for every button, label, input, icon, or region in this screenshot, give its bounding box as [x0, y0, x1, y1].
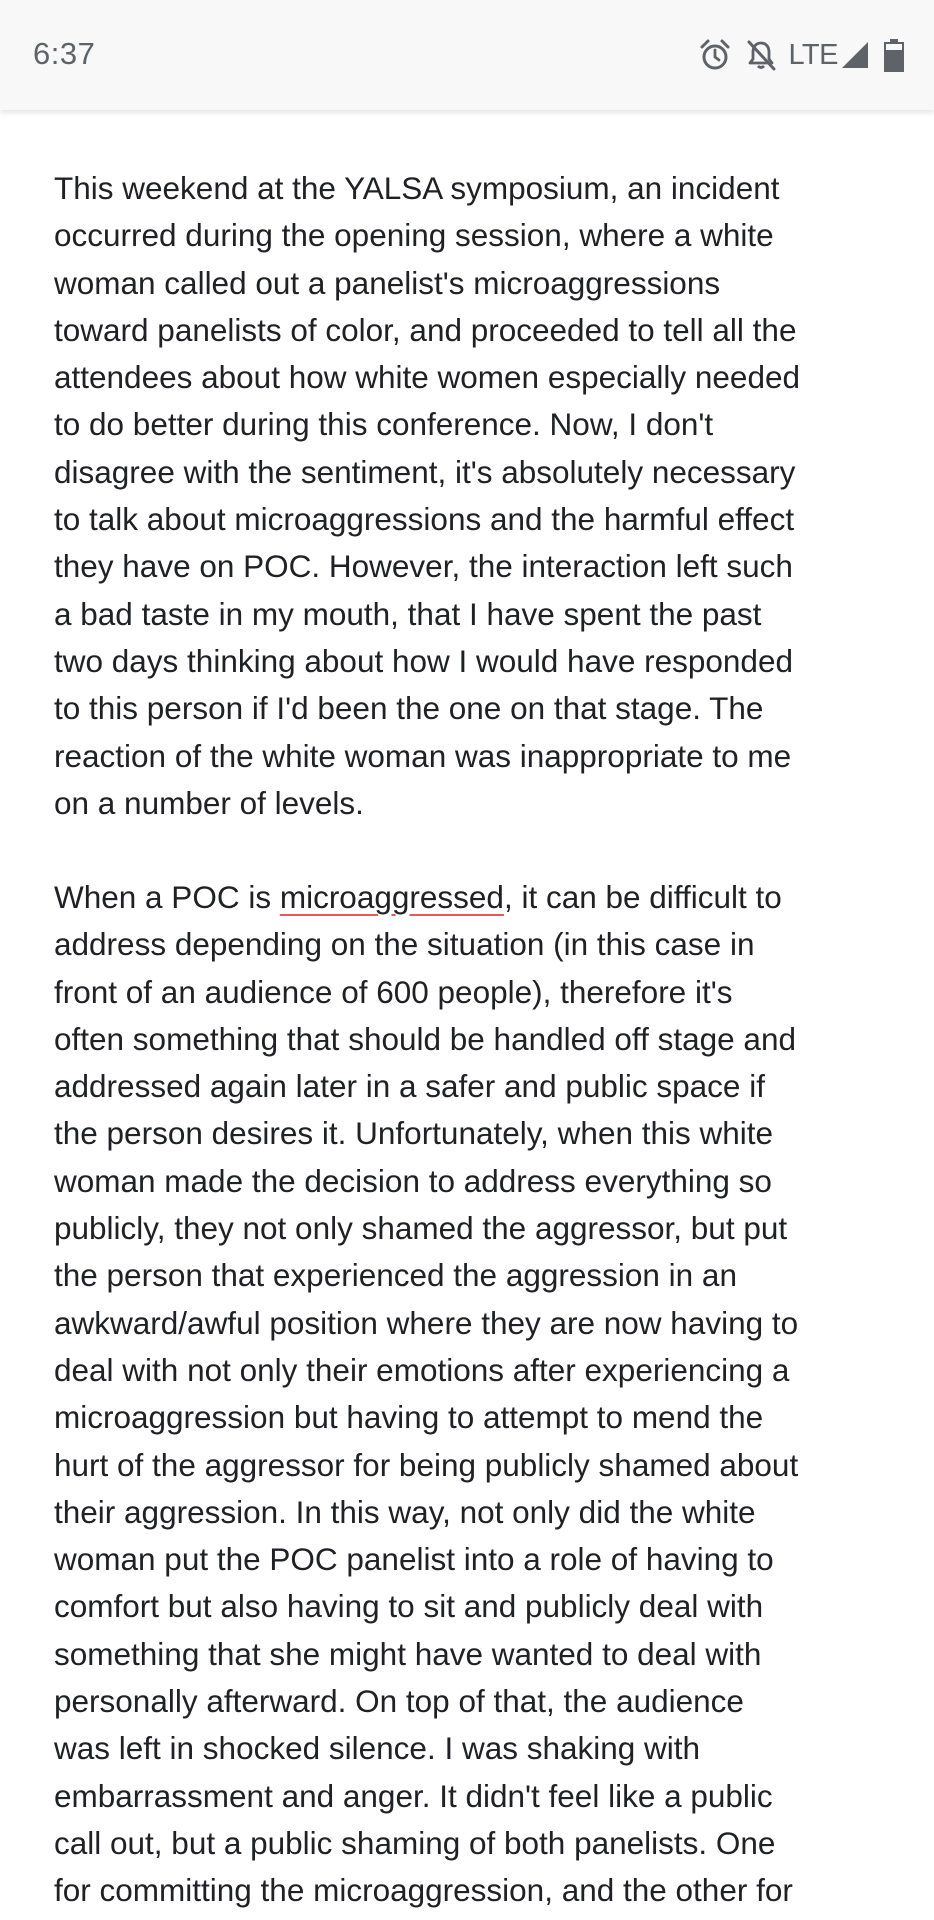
status-time: 6:37: [33, 36, 96, 71]
notifications-off-icon: [744, 38, 778, 72]
signal-icon: [840, 40, 870, 70]
network-type-label: LTE: [788, 38, 838, 71]
battery-icon: [884, 38, 904, 72]
paragraph-2-rest: , it can be difficult to address depending on the situation (in this case in front of an audience of 600 people), therefore it's often something that should be handled off stage and addressed again later in a safer and public space if the person desires it. Unfortunately, when this white woman made the decision to address everything so publicly, they not only shamed the aggressor, but put the person that experienced the aggression in an awkward/awful position where they are now having to deal with not only their emotions after experiencing a microaggression but having to attempt to mend the hurt of the aggressor for being publicly shamed about their aggression. In this way, not only did the white woman put the POC panelist into a role of having to comfort but also having to sit and publicly deal with something that she might have wanted to deal with personally afterward. On top of that, the audience was left in shocked silence. I was shaking with embarrassment and anger. It didn't feel like a public call out, but a public shaming of both panelists. One for committing the microaggression, and the other for: [54, 879, 799, 1909]
status-bar: [0, 0, 934, 110]
status-icons: [686, 36, 904, 74]
article-paragraph-2: [54, 874, 894, 1915]
spellcheck-flagged-word[interactable]: microaggressed: [279, 879, 504, 915]
paragraph-2-start: When a POC is: [54, 879, 280, 915]
article-content: [0, 110, 934, 1920]
alarm-icon: [698, 38, 732, 72]
article-paragraph-1: This weekend at the YALSA symposium, an incident occurred during the opening session, where a white woman called out a panelist's microaggressions toward panelists of color, and proceeded to tell all the attendees about how white women especially needed to do better during this conference. Now, I don't disagree with the sentiment, it's absolutely necessary to talk about microaggressions and the harmful effect they have on POC. However, the interaction left such a bad taste in my mouth, that I have spent the past two days thinking about how I would have responded to this person if I'd been the one on that stage. The reaction of the white woman was inappropriate to me on a number of levels.: [54, 170, 801, 821]
